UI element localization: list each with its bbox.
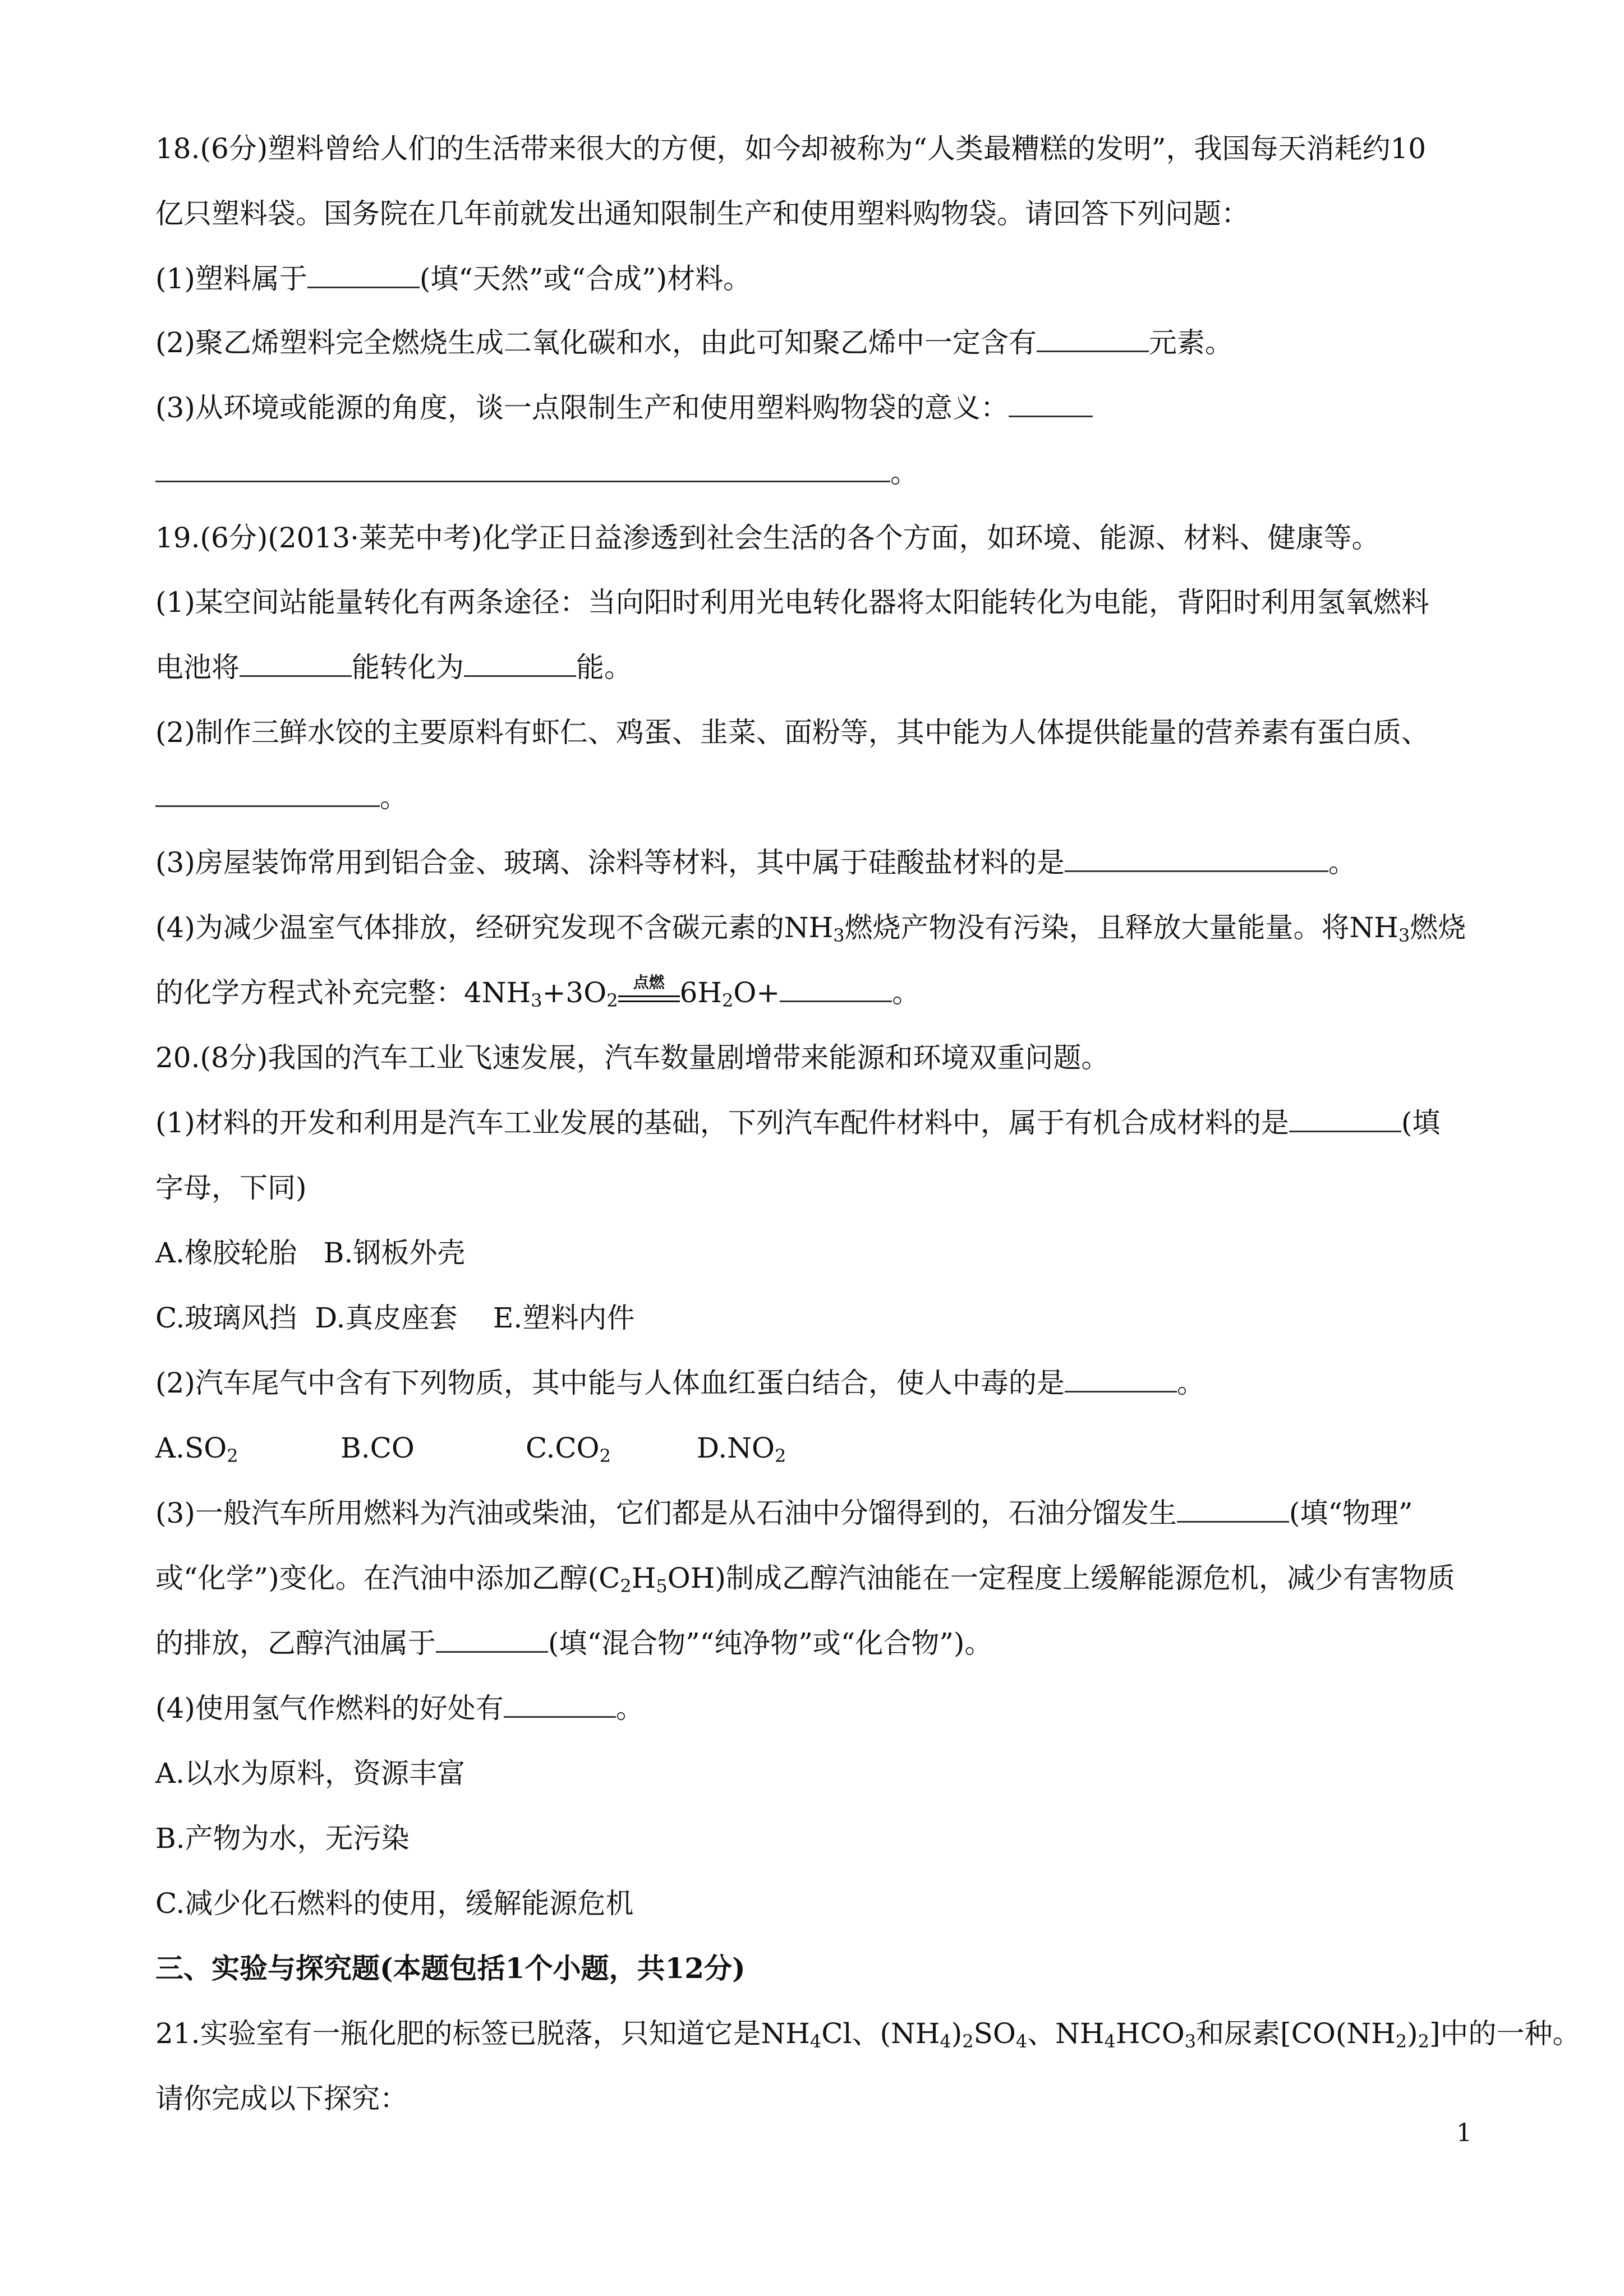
q19-p4-eq-b: +3O [542,976,607,1009]
q20-p2-opt-c-text: C.CO [526,1432,600,1464]
q20-p4-opt-c: C.减少化石燃料的使用，缓解能源危机 [155,1887,634,1920]
q20-p2-text: (2)汽车尾气中含有下列物质，其中能与人体血红蛋白结合，使人中毒的是 [155,1367,1065,1399]
q19-p3-blank[interactable] [1065,848,1328,872]
q18-p1-text-b: (填“天然”或“合成”)材料。 [419,262,752,295]
q20-p4-blank[interactable] [504,1694,616,1718]
q19-p1-blank2[interactable] [464,653,576,677]
q21-sub4: 4 [1015,2031,1028,2052]
q21-h: ) [1407,2017,1418,2050]
q20-p2-opt-d-text: D.NO [697,1432,775,1464]
q19-p4-eq-c: 6H [679,976,723,1009]
q18-p1-blank[interactable] [307,264,420,288]
q19-p1-b: 能转化为 [352,651,464,684]
q20-p4-option-b [155,1822,1478,1855]
reaction-condition-arrow [618,973,680,1002]
q20-p3-l3-a: 的排放，乙醇汽油属于 [155,1627,436,1659]
q20-part3-line2 [155,1561,1478,1595]
q21-sub6: 3 [1184,2031,1197,2052]
q19-part1-line2 [155,651,1478,684]
q20-p2-end: 。 [1176,1367,1205,1399]
q21-sub3: 2 [962,2031,974,2052]
q20-part3-line3 [155,1626,1478,1660]
q19-p1-text: (1)某空间站能量转化有两条途径：当向阳时利用光电转化器将太阳能转化为电能，背阳时利用氢氧燃料 [155,586,1429,619]
page-number: 1 [1456,2119,1472,2147]
section3-title: 三、实验与探究题(本题包括1个小题，共12分) [155,1952,746,1985]
q20-p3-l2-b: H [631,1562,656,1594]
q18-stem-line1 [155,132,1478,165]
q20-opt1: A.橡胶轮胎 B.钢板外壳 [155,1237,466,1269]
q18-p2-text-b: 元素。 [1148,326,1233,359]
q19-p2-blank[interactable] [155,783,380,807]
section3-heading [155,1952,1478,1985]
q20-p3-l2-a: 或“化学”)变化。在汽油中添加乙醇(C [155,1562,620,1594]
q21-line1 [155,2017,1581,2052]
q20-p2-blank[interactable] [1065,1368,1177,1393]
q20-p4-opt-a: A.以水为原料，资源丰富 [155,1757,466,1790]
q21-sub1: 4 [809,2031,822,2052]
q18-part2 [155,326,1478,359]
q20-p2-opt-c-sub: 2 [599,1445,611,1467]
q19-p4-sub2: 3 [1398,925,1410,946]
q20-p4-option-a [155,1756,1478,1790]
q20-p4-text: (4)使用氢气作燃料的好处有 [155,1692,504,1725]
q19-p4-end: 。 [892,976,921,1009]
q19-p4-b: 燃烧产物没有污染，且释放大量能量。将NH [844,911,1398,944]
q19-p4-eq-sub3: 2 [722,990,734,1011]
q20-p2-opt-c [526,1431,697,1465]
q20-p3-text: (3)一般汽车所用燃料为汽油或柴油，它们都是从石油中分馏得到的，石油分馏发生 [155,1497,1177,1529]
q19-part2-line1 [155,716,1478,749]
q20-p3-blank2[interactable] [436,1629,548,1653]
q20-part2-options [155,1431,1478,1465]
q20-part1-line2 [155,1171,1478,1205]
q19-p4-c: 燃烧 [1410,911,1466,944]
q20-part4 [155,1691,1478,1725]
q19-stem [155,521,1478,555]
q20-p2-opt-a [155,1431,341,1465]
q19-part1-line1 [155,585,1478,619]
q20-stem [155,1041,1478,1075]
q21-c: ) [951,2017,963,2050]
q19-part2-line2 [155,781,1478,814]
q18-p3-blank[interactable] [1009,393,1093,417]
q18-stem-line2 [155,197,1478,230]
q21-a: 21.实验室有一瓶化肥的标签已脱落，只知道它是NH [155,2017,810,2050]
q20-p3-l3-b: (填“混合物”“纯净物”或“化合物”)。 [548,1627,993,1659]
q20-p2-opt-b [341,1431,526,1465]
q21-f: HCO [1115,2017,1185,2050]
q18-part3 [155,391,1478,425]
q19-p4-blank[interactable] [780,978,892,1002]
q18-p3-text: (3)从环境或能源的角度，谈一点限制生产和使用塑料购物袋的意义： [155,391,1009,424]
q21-line2-text: 请你完成以下探究： [155,2082,408,2115]
q20-part3-line1 [155,1496,1478,1530]
q19-p4-eq-d: O+ [733,976,780,1009]
q20-p2-opt-a-text: A.SO [155,1432,227,1464]
q19-part3 [155,846,1478,879]
q18-stem-1: 18.(6分)塑料曾给人们的生活带来很大的方便，如今却被称为“人类最糟糕的发明”，我国每天消耗约10 [155,132,1427,165]
q18-stem-2: 亿只塑料袋。国务院在几年前就发出通知限制生产和使用塑料购物袋。请回答下列问题： [155,197,1249,230]
q20-p1-blank[interactable] [1289,1108,1401,1132]
q18-p2-text: (2)聚乙烯塑料完全燃烧生成二氧化碳和水，由此可知聚乙烯中一定含有 [155,326,1037,359]
q20-p3-l2-c: OH)制成乙醇汽油能在一定程度上缓解能源危机，减少有害物质 [667,1562,1455,1594]
q20-p2-opt-d [697,1431,786,1465]
q20-p4-end: 。 [615,1692,644,1725]
q20-part1-line1 [155,1106,1478,1140]
q21-line2 [155,2082,1478,2115]
q20-options-2 [155,1301,1478,1335]
q20-p2-opt-b-text: B.CO [341,1432,415,1464]
q19-p3-text: (3)房屋装饰常用到铝合金、玻璃、涂料等材料，其中属于硅酸盐材料的是 [155,846,1065,879]
q20-options-1 [155,1236,1478,1270]
q19-p1-c: 能。 [576,651,632,684]
q19-p4-eq-sub1: 3 [531,990,542,1011]
q20-p3-blank1[interactable] [1177,1499,1289,1523]
q21-d: SO [973,2017,1016,2050]
q19-p1-blank1[interactable] [240,653,352,677]
q19-part4-line1 [155,911,1478,944]
q21-sub2: 4 [940,2031,951,2052]
q18-part1 [155,262,1478,296]
reaction-condition-label: 点燃 [633,973,665,992]
q21-sub7: 2 [1395,2031,1407,2052]
q18-p1-text: (1)塑料属于 [155,262,307,295]
q20-p3-text-b: (填“物理” [1289,1497,1413,1529]
q20-p2-opt-d-sub: 2 [774,1445,786,1467]
q21-b: Cl、(NH [821,2017,940,2050]
q20-p3-l2-sub2: 5 [656,1575,668,1597]
q20-stem-text: 20.(8分)我国的汽车工业飞速发展，汽车数量剧增带来能源和环境双重问题。 [155,1041,1110,1074]
q19-p4-eq-a: 的化学方程式补充完整：4NH [155,976,531,1009]
q20-p1-text-b: (填 [1401,1106,1441,1139]
q20-p1-text: (1)材料的开发和利用是汽车工业发展的基础，下列汽车配件材料中，属于有机合成材料的是 [155,1106,1289,1139]
q19-part4-line2 [155,973,1478,1011]
q18-part3-cont [155,456,1478,490]
q19-p1-a: 电池将 [155,651,240,684]
q20-opt2: C.玻璃风挡 D.真皮座套 E.塑料内件 [155,1302,635,1334]
q19-p4-a: (4)为减少温室气体排放，经研究发现不含碳元素的NH [155,911,834,944]
q19-p2-text: (2)制作三鲜水饺的主要原料有虾仁、鸡蛋、韭菜、面粉等，其中能为人体提供能量的营养素有蛋白质、 [155,716,1429,749]
equals-sign [618,995,680,1002]
q20-p3-l2-sub1: 2 [620,1575,632,1597]
q21-sub8: 2 [1418,2031,1429,2052]
q20-p1-text-2: 字母，下同) [155,1172,307,1204]
q18-p2-blank[interactable] [1037,328,1149,352]
q20-p2-opt-a-sub: 2 [227,1445,238,1467]
q21-i: ]中的一种。 [1429,2017,1581,2050]
q18-p3-blank-line2[interactable] [155,458,890,482]
q19-p4-eq-sub2: 2 [606,990,618,1011]
q19-stem-text: 19.(6分)(2013·莱芜中考)化学正日益渗透到社会生活的各个方面，如环境、能源、材料、健康等。 [155,522,1380,554]
q20-p4-opt-b: B.产物为水，无污染 [155,1822,410,1855]
q19-p4-sub1: 3 [833,925,845,946]
q19-p3-end: 。 [1328,846,1356,879]
q21-g: 和尿素[CO(NH [1196,2017,1396,2050]
q18-p3-end: 。 [890,457,918,489]
q19-p2-end: 。 [380,781,408,814]
q20-part2 [155,1366,1478,1400]
q21-sub5: 4 [1104,2031,1116,2052]
q21-e: 、NH [1027,2017,1105,2050]
q20-p4-option-c [155,1887,1478,1920]
